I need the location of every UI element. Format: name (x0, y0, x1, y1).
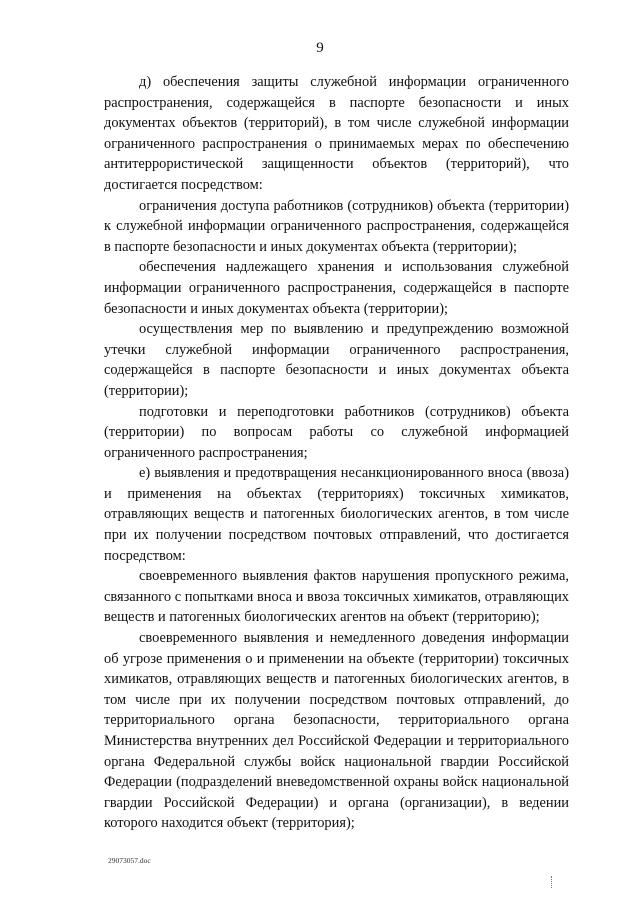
document-body (104, 72, 569, 834)
paragraph-access-violation: своевременного выявления фактов нарушения пропускного режима, связанного с попытками вноса и ввоза токсичных химикатов, отравляющих веществ и патогенных биологических агентов на объект (территорию); (104, 568, 569, 626)
page-number: 9 (316, 40, 324, 56)
footer-file-code: 29073057.doc (108, 856, 151, 865)
paragraph-leak-prevention: осуществления мер по выявлению и предупреждению возможной утечки служебной информации ограниченного распространения, содержащейся в паспорте безопасности и иных документах объекта (территории); (104, 321, 569, 399)
paragraph-d-intro: д) обеспечения защиты служебной информации ограниченного распространения, содержащейся в паспорте безопасности и иных документах объектов (территорий), в том числе служебной информации ограниченного распространения о принимаемых мерах по обеспечению антитеррористической защищенности объектов (территорий), что достигается посредством: (104, 74, 569, 193)
paragraph-e-intro: е) выявления и предотвращения несанкционированного вноса (ввоза) и применения на объектах (территориях) токсичных химикатов, отравляющих веществ и патогенных биологических агентов, в том числе при их получении посредством почтовых отправлений, что достигается посредством: (104, 465, 569, 564)
paragraph-storage: обеспечения надлежащего хранения и использования служебной информации ограниченного распространения, содержащейся в паспорте безопасности и иных документах объекта (территории); (104, 259, 569, 317)
paragraph-threat-reporting: своевременного выявления и немедленного доведения информации об угрозе применения о и применении на объекте (территории) токсичных химикатов, отравляющих веществ и патогенных биологических агентов, в том числе при их получении посредством почтовых отправлений, до территориального органа безопасности, территориального органа Министерства внутренних дел Российской Федерации и территориального органа Федеральной службы войск национальной гвардии Российской Федерации (подразделений вневедомственной охраны войск национальной гвардии Российской Федерации) и органа (организации), в ведении которого находится объект (территория); (104, 630, 569, 832)
paragraph-training: подготовки и переподготовки работников (сотрудников) объекта (территории) по вопросам работы со служебной информацией ограниченного распространения; (104, 403, 569, 461)
paragraph-access-restriction: ограничения доступа работников (сотрудников) объекта (территории) к служебной информации ограниченного распространения, содержащейся в паспорте безопасности и иных документах объекта (территории); (104, 197, 569, 255)
corner-mark (551, 876, 559, 888)
